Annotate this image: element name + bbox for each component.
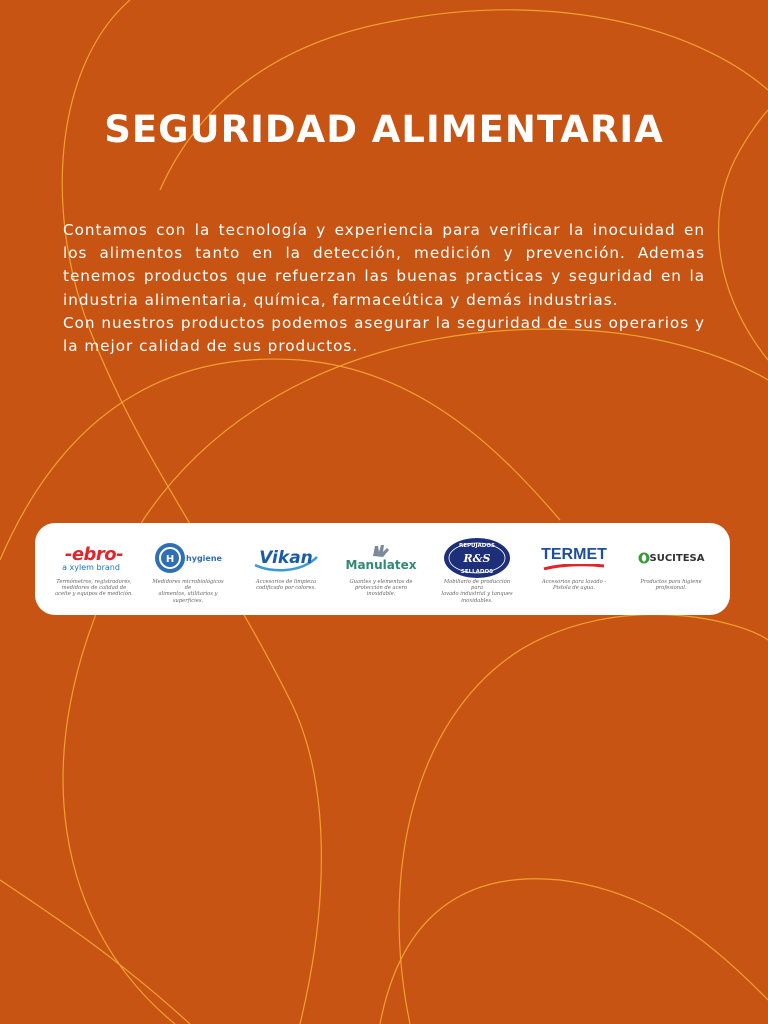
logo-caption: Guantes y elementos de protección de acero inoxidable. <box>349 579 413 598</box>
logo-sucitesa <box>626 537 716 607</box>
logo-caption: Accesorios de limpieza codificado por colores. <box>255 579 317 592</box>
intro-paragraph: Contamos con la tecnología y experiencia para verificar la inocuidad en los alimentos tanto en la detección, medición y prevención. Ademas tenemos productos que refuerzan las buenas practicas y seguridad en la industria alimentaria, química, farmaceútica y demás industrias. <box>63 221 705 309</box>
ebro-logo-subtext: a xylem brand <box>62 563 120 572</box>
intro-text <box>63 219 705 358</box>
termet-swoosh-icon <box>542 564 606 570</box>
logo-caption: Termómetros, registradores, medidores de calidad de aceite y equipos de medición. <box>55 579 133 598</box>
logo-repujados-sellados <box>432 537 522 607</box>
logo-manulatex <box>336 537 426 607</box>
termet-logo-text: TERMET <box>541 546 607 563</box>
logo-hygiene <box>143 537 233 607</box>
sucitesa-leaf-icon <box>638 552 650 564</box>
intro-paragraph: Con nuestros productos podemos asegurar la seguridad de sus operarios y la mejor calidad de sus productos. <box>63 313 705 356</box>
seal-center-text: R&S <box>463 552 491 565</box>
logo-caption: Accesorios para lavado - Pistola de agua. <box>541 579 607 592</box>
brand-logo-strip <box>35 523 730 615</box>
logo-ebro <box>49 537 139 607</box>
ebro-logo-text: -ebro- <box>64 544 124 565</box>
seal-top-text: REPUJADOS <box>459 543 495 549</box>
logo-caption: Productos para higiene profesional. <box>640 579 702 592</box>
logo-termet <box>529 537 619 607</box>
hygiene-logo-text: hygiene <box>186 553 222 563</box>
hygiene-icon <box>154 542 186 574</box>
logo-caption: Medidores microbiológicos de alimentos, utilitarios y superficies. <box>152 579 224 604</box>
page-title: SEGURIDAD ALIMENTARIA <box>104 108 664 151</box>
vikan-logo-text: Vikan <box>259 548 313 568</box>
manulatex-logo-text: Manulatex <box>345 558 417 572</box>
seal-bottom-text: SELLADOS <box>460 569 494 575</box>
logo-vikan <box>241 537 331 607</box>
svg-text:H: H <box>165 554 175 565</box>
repujados-sellados-seal-icon <box>443 537 511 579</box>
glove-icon <box>369 544 393 558</box>
sucitesa-logo-text: SUCITESA <box>649 552 705 564</box>
logo-caption: Mobiliario de producción para lavado industrial y tanques inoxidables. <box>441 579 513 604</box>
